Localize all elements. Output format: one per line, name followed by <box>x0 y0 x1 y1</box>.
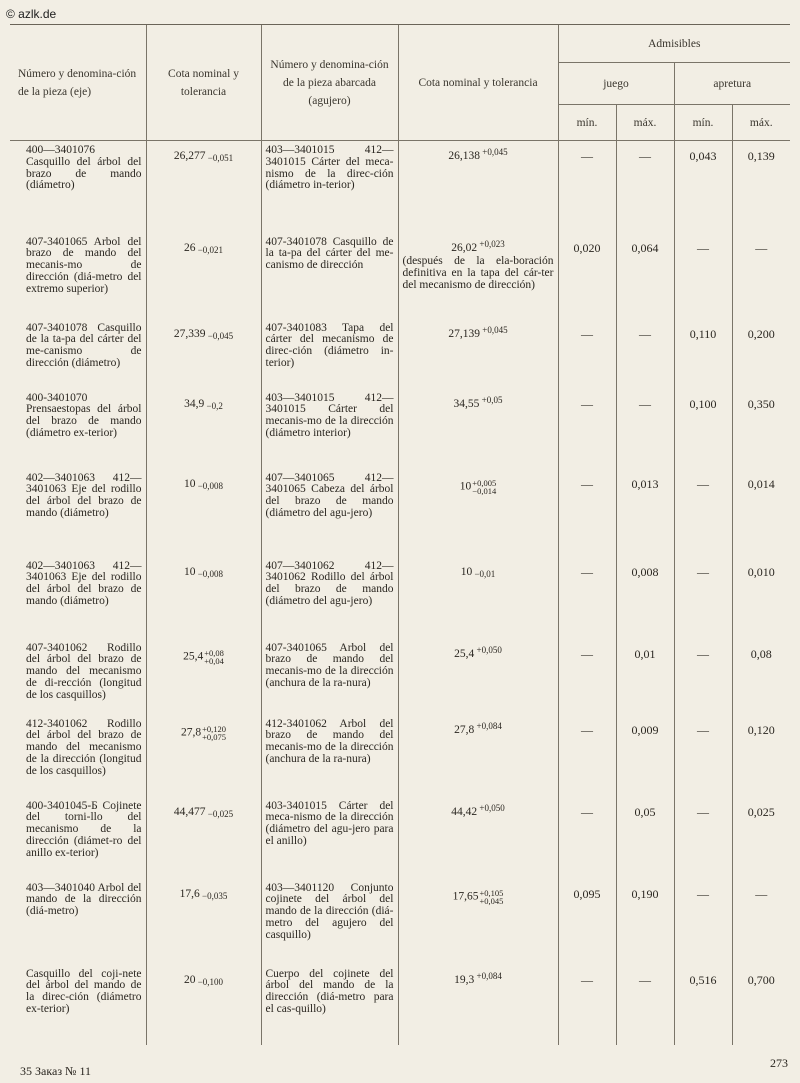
nominal-cell <box>146 715 261 797</box>
mating-nominal-tolerance: +0,050 <box>477 802 505 813</box>
table-row <box>10 319 790 389</box>
mating-nominal-tol-upper: +0,105 <box>479 887 504 898</box>
nominal-value: 26 <box>183 241 196 254</box>
nominal-cell <box>146 141 261 233</box>
mating-nominal-tolerance: +0,045 <box>480 147 508 157</box>
mating-nominal-value: 19,3 <box>454 973 475 986</box>
nominal-value: 27,339 <box>173 327 206 340</box>
mating-part-cell: 403-3401015 Cárter del meca-nismo de la dirección (diámetro del agu-jero para el anillo) <box>261 797 398 879</box>
mating-nominal-cell <box>398 319 558 389</box>
nominal-cell <box>146 389 261 469</box>
nominal-value: 17,6 <box>179 887 200 900</box>
table-row <box>10 715 790 797</box>
nominal-value: 44,477 <box>173 805 206 818</box>
mating-nominal-value: 17,65 <box>452 890 479 903</box>
part-cell: 402—3401063 412—3401063 Eje del rodillo del árbol del brazo de mando (diámetro) <box>26 471 142 519</box>
table-row <box>10 879 790 965</box>
juego-min-cell: — <box>558 319 616 389</box>
part-cell: 407-3401065 Arbol del brazo de mando del mecanis-mo de dirección (diá-metro del extremo superior) <box>26 235 142 295</box>
mating-nominal-tolerance: +0,045 <box>480 324 508 335</box>
mating-nominal-tolerance: −0,01 <box>472 568 496 579</box>
mating-nominal-tolerance: +0,084 <box>474 720 502 731</box>
apretura-min-cell: — <box>674 557 732 639</box>
mating-nominal-value: 27,8 <box>454 723 475 736</box>
mating-part-cell: 407-3401083 Tapa del cárter del mecanismo de direc-ción (diámetro in-terior) <box>261 319 398 389</box>
mating-nominal-tolerance: +0,023 <box>477 238 505 249</box>
header-juego-max: máx. <box>616 105 674 141</box>
mating-nominal-value: 10 <box>460 565 473 578</box>
mating-nominal-cell <box>398 797 558 879</box>
juego-min-cell: — <box>558 715 616 797</box>
mating-nominal-value: 44,42 <box>451 805 478 818</box>
juego-max-cell: 0,008 <box>616 557 674 639</box>
table-row <box>10 965 790 1045</box>
nominal-tolerance: −0,025 <box>205 808 234 819</box>
apretura-min-cell: — <box>674 639 732 715</box>
apretura-max-cell: 0,139 <box>732 141 790 233</box>
nominal-cell <box>146 319 261 389</box>
header-nominal-2: Cota nominal y tolerancia <box>398 25 558 141</box>
part-cell: 400-3401045-Б Cojinete del torni-llo del mecanismo de la dirección (diámet-ro del anillo ex-terior) <box>26 799 142 859</box>
mating-part-cell: 407-3401078 Casquillo de la ta-pa del cárter del me-canismo de dirección <box>261 233 398 319</box>
apretura-min-cell: — <box>674 469 732 557</box>
nominal-tol-upper: +0,08 <box>204 647 224 658</box>
juego-min-cell: — <box>558 965 616 1045</box>
nominal-cell <box>146 965 261 1045</box>
mating-nominal-tol-lower: −0,014 <box>472 485 497 496</box>
header-apretura: apretura <box>674 63 790 105</box>
apretura-max-cell: 0,08 <box>732 639 790 715</box>
nominal-tolerance: −0,045 <box>205 330 234 341</box>
page-number: 273 <box>770 1056 788 1070</box>
juego-min-cell: — <box>558 639 616 715</box>
mating-nominal-cell <box>398 233 558 319</box>
part-cell: 400—3401076 Casquillo del árbol del brazo de mando (diámetro) <box>26 144 142 192</box>
apretura-min-cell: — <box>674 797 732 879</box>
nominal-tolerance: −0,051 <box>205 153 234 163</box>
apretura-max-cell: 0,200 <box>732 319 790 389</box>
nominal-tolerance: −0,021 <box>195 244 224 255</box>
juego-min-cell: 0,020 <box>558 233 616 319</box>
nominal-cell <box>146 879 261 965</box>
juego-min-cell: — <box>558 557 616 639</box>
apretura-min-cell: 0,110 <box>674 319 732 389</box>
apretura-max-cell: 0,010 <box>732 557 790 639</box>
header-admisibles: Admisibles <box>558 25 790 63</box>
apretura-max-cell: 0,120 <box>732 715 790 797</box>
table-row <box>10 233 790 319</box>
table-row <box>10 639 790 715</box>
mating-nominal-cell <box>398 557 558 639</box>
table-row <box>10 389 790 469</box>
mating-nominal-value: 26,138 <box>448 150 481 162</box>
nominal-cell <box>146 639 261 715</box>
nominal-value: 25,4 <box>183 650 204 663</box>
header-apretura-min: mín. <box>674 105 732 141</box>
mating-nominal-tolerance: +0,05 <box>479 394 503 405</box>
juego-min-cell: — <box>558 141 616 233</box>
apretura-max-cell: 0,014 <box>732 469 790 557</box>
mating-nominal-cell <box>398 639 558 715</box>
nominal-tolerance <box>202 725 226 741</box>
tolerance-table <box>10 24 790 1045</box>
nominal-cell <box>146 469 261 557</box>
nominal-value: 27,8 <box>180 726 202 739</box>
mating-part-cell: 403—3401120 Conjunto cojinete del árbol del mando de la dirección (diá-metro del agujero del casquillo) <box>261 879 398 965</box>
mating-nominal-tolerance: +0,084 <box>474 970 502 981</box>
part-cell: 412-3401062 Rodillo del árbol del brazo de mando del mecanismo de la dirección (longitud de los casquillos) <box>26 717 142 777</box>
apretura-max-cell: — <box>732 879 790 965</box>
nominal-tolerance: −0,008 <box>195 480 224 491</box>
mating-part-cell: Cuerpo del cojinete del árbol del mando de la dirección (diá-metro para el cas-quillo) <box>261 965 398 1045</box>
juego-max-cell: 0,05 <box>616 797 674 879</box>
header-nominal-1: Cota nominal y tolerancia <box>146 25 261 141</box>
juego-max-cell: — <box>616 319 674 389</box>
juego-min-cell: 0,095 <box>558 879 616 965</box>
nominal-tol-lower: +0,04 <box>204 655 224 666</box>
nominal-value: 10 <box>183 477 196 490</box>
nominal-value: 34,9 <box>184 397 205 410</box>
mating-nominal-value: 34,55 <box>453 397 480 410</box>
juego-max-cell: 0,064 <box>616 233 674 319</box>
nominal-tolerance: −0,008 <box>195 568 224 579</box>
mating-nominal-note: (después de la ela-boración definitiva en la tapa del cár-ter del mecanismo de dirección) <box>402 255 554 291</box>
footer-order: 35 Заказ № 11 <box>20 1064 92 1078</box>
watermark: © azlk.de <box>6 7 57 21</box>
mating-nominal-cell <box>398 469 558 557</box>
nominal-cell <box>146 557 261 639</box>
juego-max-cell: — <box>616 389 674 469</box>
table-row <box>10 557 790 639</box>
juego-max-cell: — <box>616 965 674 1045</box>
header-juego: juego <box>558 63 674 105</box>
header-mating-part: Número y denomina-ción de la pieza abarcada (agujero) <box>261 25 398 141</box>
mating-nominal-value: 27,139 <box>448 327 481 340</box>
mating-nominal-tolerance <box>472 479 496 495</box>
nominal-tolerance: −0,035 <box>199 890 228 901</box>
mating-nominal-value: 26,02 <box>451 241 478 254</box>
mating-nominal-cell <box>398 965 558 1045</box>
juego-min-cell: — <box>558 469 616 557</box>
part-cell: Casquillo del coji-nete del árbol del mando de la direc-ción (diámetro ex-terior) <box>26 967 142 1015</box>
mating-part-cell: 407—3401062 412—3401062 Rodillo del árbol del brazo de mando (diámetro del agu-jero) <box>261 557 398 639</box>
nominal-tolerance <box>204 649 224 665</box>
nominal-value: 20 <box>183 973 196 986</box>
mating-nominal-cell <box>398 141 558 233</box>
nominal-tol-upper: +0,120 <box>202 723 227 734</box>
table-row <box>10 469 790 557</box>
apretura-max-cell: — <box>732 233 790 319</box>
mating-nominal-cell <box>398 389 558 469</box>
juego-max-cell: 0,01 <box>616 639 674 715</box>
mating-nominal-value: 10 <box>459 480 472 493</box>
mating-nominal-cell <box>398 879 558 965</box>
nominal-tolerance: −0,2 <box>204 400 223 411</box>
apretura-min-cell: — <box>674 879 732 965</box>
part-cell: 402—3401063 412—3401063 Eje del rodillo del árbol del brazo de mando (diámetro) <box>26 559 142 607</box>
part-cell: 400-3401070 Prensaestopas del árbol del brazo de mando (diámetro ex-terior) <box>26 391 142 439</box>
apretura-max-cell: 0,700 <box>732 965 790 1045</box>
mating-nominal-cell <box>398 715 558 797</box>
apretura-min-cell: 0,100 <box>674 389 732 469</box>
part-cell: 403—3401040 Arbol del mando de la dirección (diá-metro) <box>26 881 142 918</box>
mating-nominal-tolerance <box>479 889 503 905</box>
nominal-tolerance: −0,100 <box>195 976 224 987</box>
part-cell: 407-3401078 Casquillo de la ta-pa del cárter del me-canismo de dirección (diámetro) <box>26 321 142 369</box>
mating-part-cell: 412-3401062 Arbol del brazo de mando del mecanis-mo de la dirección (anchura de la ra-nura) <box>261 715 398 797</box>
apretura-min-cell: — <box>674 715 732 797</box>
mating-nominal-value: 25,4 <box>454 647 475 660</box>
apretura-min-cell: 0,043 <box>674 141 732 233</box>
nominal-value: 26,277 <box>173 150 206 162</box>
juego-min-cell: — <box>558 389 616 469</box>
juego-min-cell: — <box>558 797 616 879</box>
mating-part-cell: 407-3401065 Arbol del brazo de mando del mecanis-mo de la dirección (anchura de la ra-nura) <box>261 639 398 715</box>
mating-part-cell: 403—3401015 412—3401015 Cárter del meca-nismo de la direc-ción (diámetro in-terior) <box>261 141 398 233</box>
apretura-min-cell: — <box>674 233 732 319</box>
nominal-cell <box>146 797 261 879</box>
apretura-max-cell: 0,350 <box>732 389 790 469</box>
mating-nominal-tol-lower: +0,045 <box>479 895 504 906</box>
nominal-value: 10 <box>183 565 196 578</box>
mating-part-cell: 403—3401015 412—3401015 Cárter del mecanis-mo de la dirección (diámetro interior) <box>261 389 398 469</box>
juego-max-cell: 0,013 <box>616 469 674 557</box>
table-row <box>10 141 790 233</box>
part-cell: 407-3401062 Rodillo del árbol del brazo de mando del mecanismo de di-rección (longitud de los casquillos) <box>26 641 142 701</box>
nominal-cell <box>146 233 261 319</box>
table-row <box>10 797 790 879</box>
juego-max-cell: 0,009 <box>616 715 674 797</box>
header-juego-min: mín. <box>558 105 616 141</box>
juego-max-cell: 0,190 <box>616 879 674 965</box>
apretura-max-cell: 0,025 <box>732 797 790 879</box>
nominal-tol-lower: +0,075 <box>202 731 227 742</box>
mating-part-cell: 407—3401065 412—3401065 Cabeza del árbol del brazo de mando (diámetro del agu-jero) <box>261 469 398 557</box>
juego-max-cell: — <box>616 141 674 233</box>
apretura-min-cell: 0,516 <box>674 965 732 1045</box>
mating-nominal-tol-upper: +0,005 <box>472 477 497 488</box>
header-part: Número y denomina-ción de la pieza (eje) <box>10 25 146 141</box>
header-apretura-max: máx. <box>732 105 790 141</box>
mating-nominal-tolerance: +0,050 <box>474 644 502 655</box>
